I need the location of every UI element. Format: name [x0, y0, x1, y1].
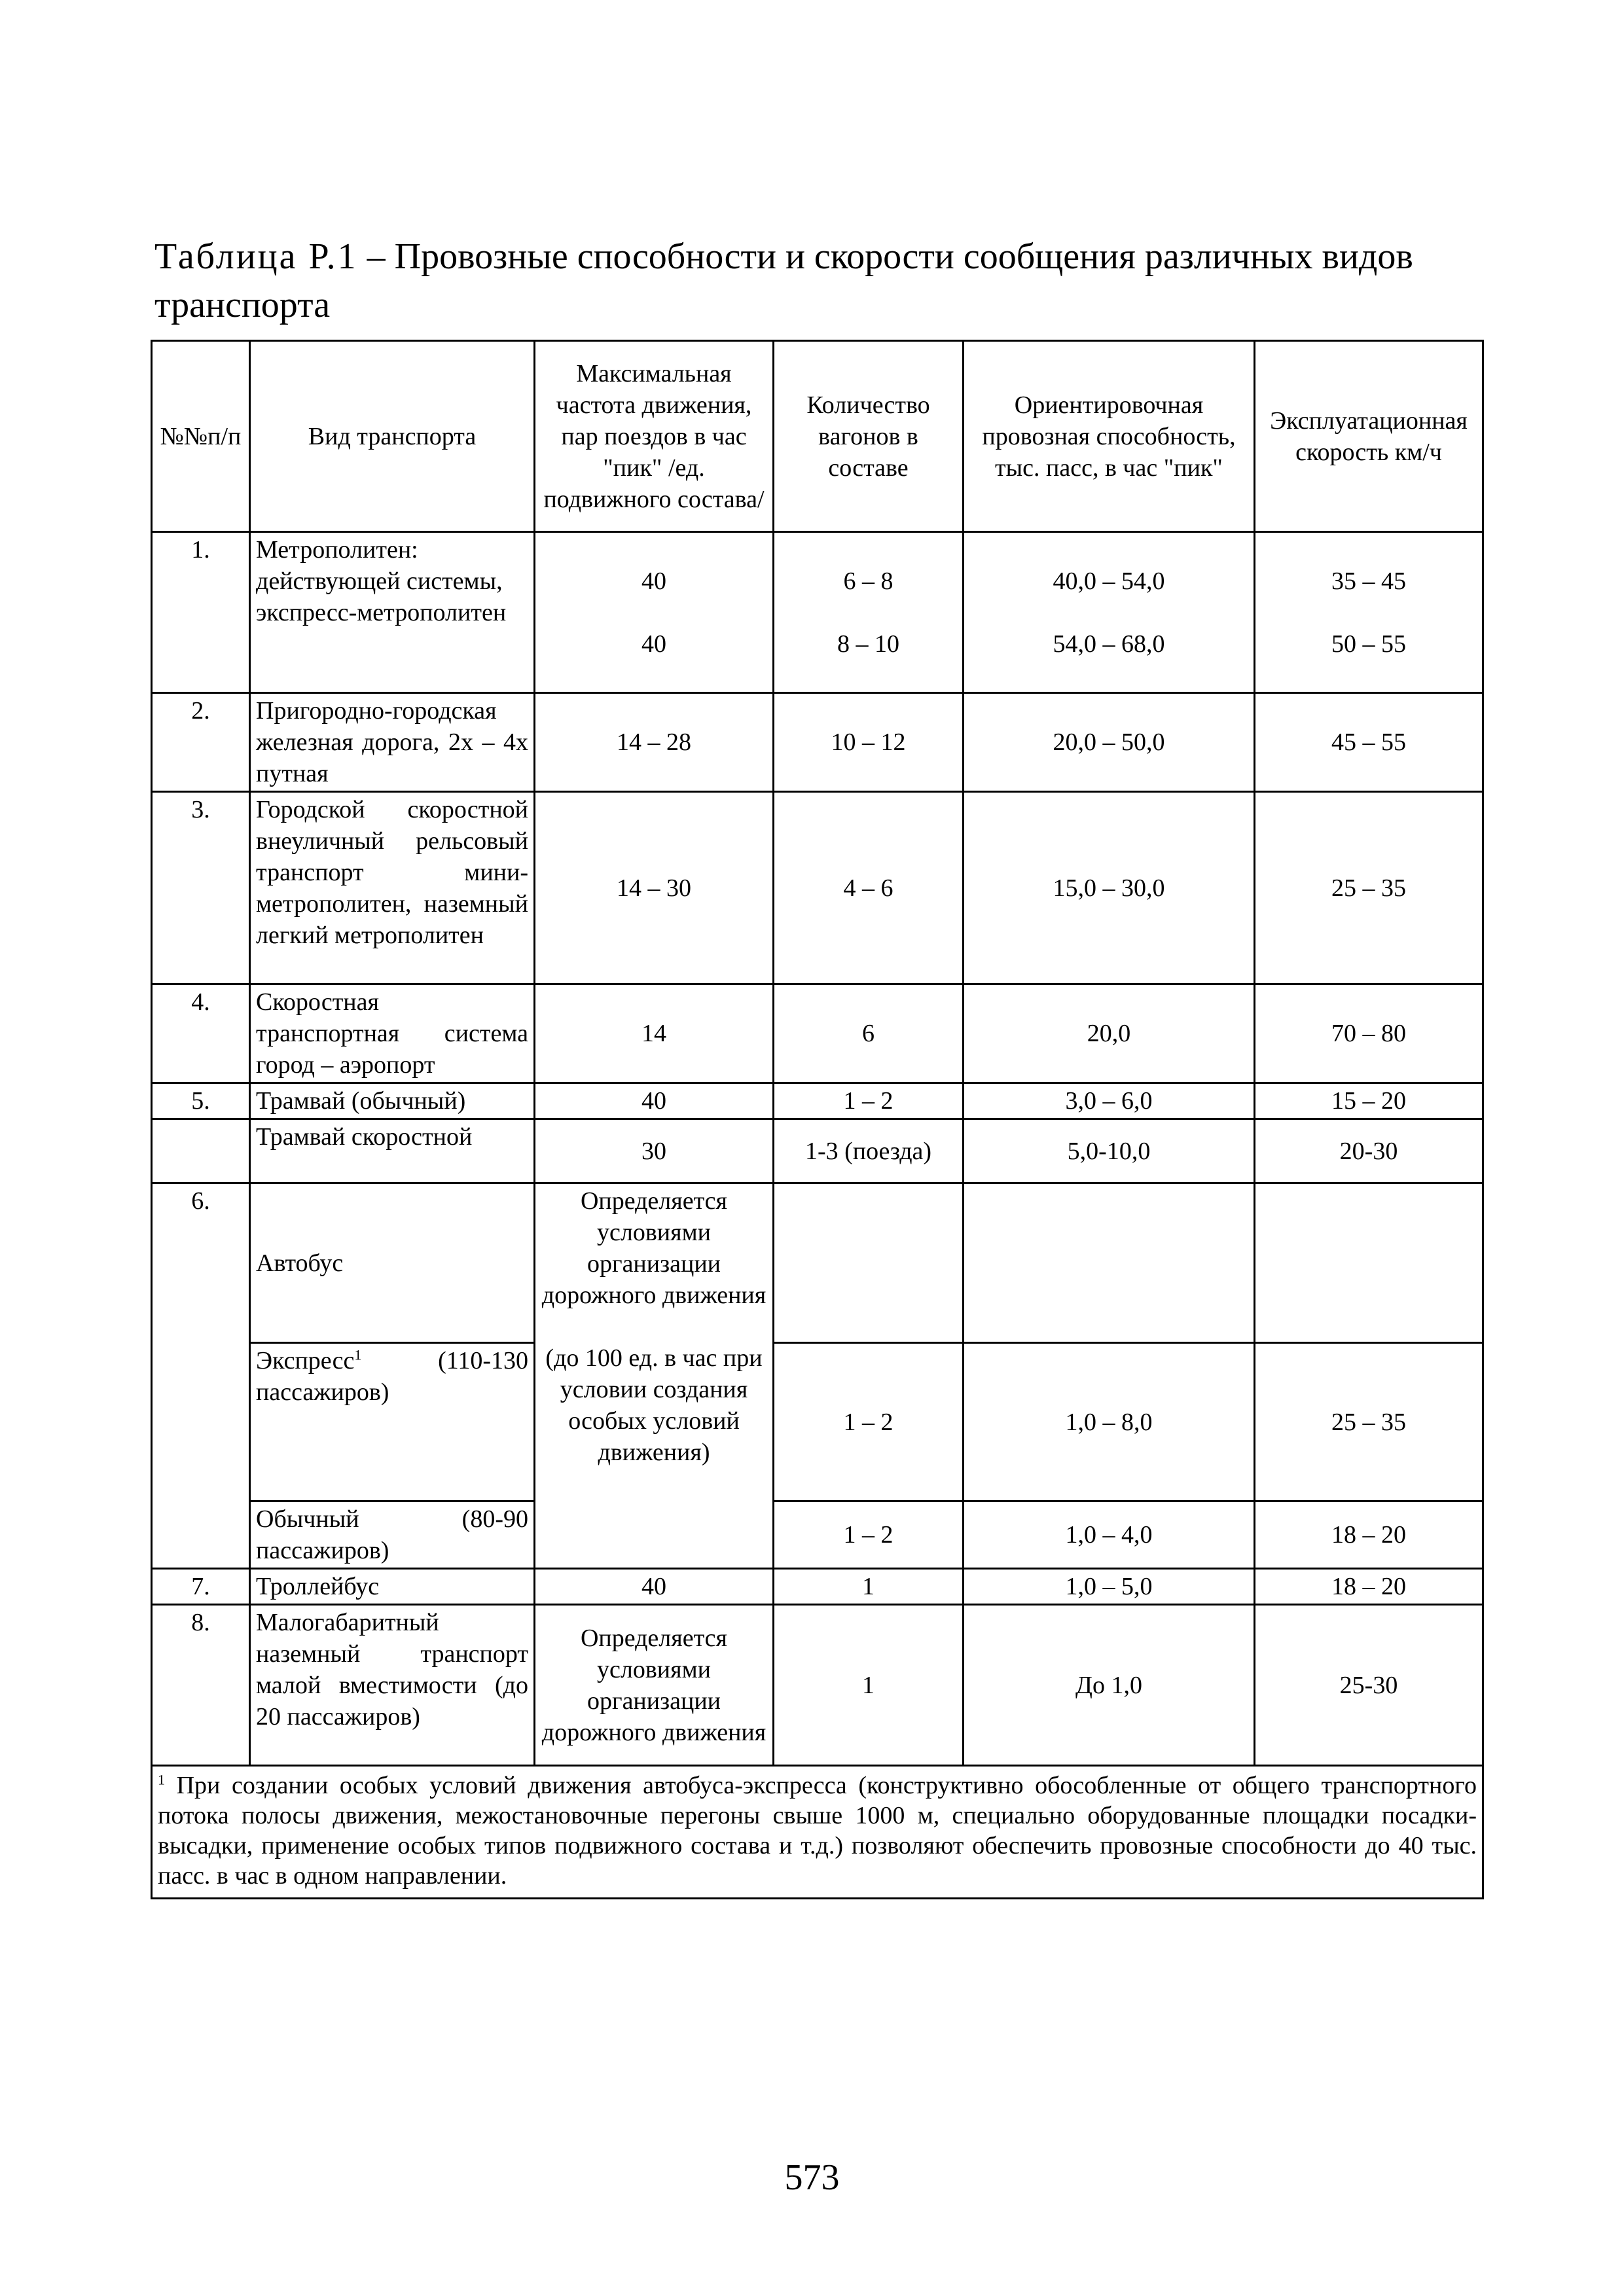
header-freq: Максимальная частота движения, пар поездов в час "пик" /ед. подвижного состава/: [535, 341, 774, 532]
row-num: 8.: [152, 1605, 250, 1766]
row-num: 1.: [152, 532, 250, 693]
row-speed: 15 – 20: [1255, 1083, 1483, 1119]
row-speed: 45 – 55: [1255, 693, 1483, 792]
row-vid: Малогабаритный наземный транспорт малой вместимости (до 20 пассажиров): [250, 1605, 535, 1766]
table-row: [152, 1119, 1483, 1183]
table-row: [152, 1501, 1483, 1569]
row-num: 3.: [152, 792, 250, 984]
row-wagons: 1 – 2: [774, 1501, 964, 1569]
row-freq: 14 – 28: [535, 693, 774, 792]
row-capacity: [964, 1183, 1255, 1343]
row-wagons: 1 – 2: [774, 1083, 964, 1119]
row-capacity: 15,0 – 30,0: [964, 792, 1255, 984]
table-row: [152, 1605, 1483, 1766]
row-freq: 30: [535, 1119, 774, 1183]
row-vid: Метрополитен: действующей системы, экспресс-метрополитен: [250, 532, 535, 693]
table-title: [154, 232, 1483, 329]
header-wagons: Количество вагонов в составе: [774, 341, 964, 532]
row-speed: 25 – 35: [1255, 792, 1483, 984]
row-wagons: 1-3 (поезда): [774, 1119, 964, 1183]
row-num: 6.: [152, 1183, 250, 1569]
row-speed: [1255, 532, 1483, 693]
footnote-text: При создании особых условий движения автобуса-экспресса (конструктивно обособленные от общего транспортного потока полосы движения, межостановочные перегоны свыше 1000 м, специально оборудованные площадки посадки-высадки, применение особых типов подвижного состава и т.д.) позволяют обеспечить провозные способности до 40 тыс. пасс. в час в одном направлении.: [158, 1772, 1477, 1890]
table-row: [152, 1083, 1483, 1119]
row-wagons: 6: [774, 984, 964, 1083]
row-wagons: [774, 1183, 964, 1343]
row-freq: 14: [535, 984, 774, 1083]
row-capacity: 1,0 – 5,0: [964, 1569, 1255, 1605]
row-vid: Трамвай (обычный): [250, 1083, 535, 1119]
row-wagons: 1: [774, 1605, 964, 1766]
table-row: [152, 1569, 1483, 1605]
row-wagons: 4 – 6: [774, 792, 964, 984]
transport-table: [151, 340, 1484, 1899]
row-capacity: 1,0 – 4,0: [964, 1501, 1255, 1569]
row-num: 2.: [152, 693, 250, 792]
cell-line: 40,0 – 54,0: [1053, 567, 1165, 595]
row-capacity: [964, 532, 1255, 693]
row-capacity: 20,0 – 50,0: [964, 693, 1255, 792]
row-freq: 40: [535, 1569, 774, 1605]
express-note: (110-130 пассажиров): [256, 1347, 528, 1406]
row-wagons: 10 – 12: [774, 693, 964, 792]
header-num: №№п/п: [152, 341, 250, 532]
footnote-row: [152, 1766, 1483, 1899]
cell-line: (до 100 ед. в час при условии создания особых условий движения): [545, 1344, 763, 1466]
row-num: 4.: [152, 984, 250, 1083]
row-freq: 40: [535, 1083, 774, 1119]
row-wagons: [774, 532, 964, 693]
row-freq: [535, 532, 774, 693]
header-row: [152, 341, 1483, 532]
row-speed: 18 – 20: [1255, 1569, 1483, 1605]
page-number: 573: [784, 2157, 840, 2198]
table-row: [152, 532, 1483, 693]
row-freq: Определяется условиями организации дорожного движения: [535, 1605, 774, 1766]
row-speed: 18 – 20: [1255, 1501, 1483, 1569]
table-row: [152, 693, 1483, 792]
cell-line: 35 – 45: [1331, 567, 1406, 595]
table-row: [152, 1343, 1483, 1501]
footnote: [152, 1766, 1483, 1899]
row-speed: 25 – 35: [1255, 1343, 1483, 1501]
row-speed: 70 – 80: [1255, 984, 1483, 1083]
row-speed: 25-30: [1255, 1605, 1483, 1766]
row-vid-bus: Автобус: [250, 1183, 535, 1343]
table-row: [152, 984, 1483, 1083]
row-capacity: 3,0 – 6,0: [964, 1083, 1255, 1119]
row-capacity: 1,0 – 8,0: [964, 1343, 1255, 1501]
header-capacity: Ориентировочная провозная способность, тыс. пасс, в час "пик": [964, 341, 1255, 532]
cell-line: 40: [641, 630, 666, 658]
table-label: Таблица Р.1: [154, 236, 358, 277]
row-capacity: До 1,0: [964, 1605, 1255, 1766]
cell-line: 54,0 – 68,0: [1053, 630, 1165, 658]
row-num: 7.: [152, 1569, 250, 1605]
table-caption: – Провозные способности и скорости сообщения различных видов транспорта: [154, 236, 1413, 325]
table-row: [152, 792, 1483, 984]
row-vid-regular: Обычный (80-90 пассажиров): [250, 1501, 535, 1569]
row-num: 5.: [152, 1083, 250, 1119]
row-freq: 14 – 30: [535, 792, 774, 984]
row-vid: Трамвай скоростной: [250, 1119, 535, 1183]
header-speed: Эксплуатационная скорость км/ч: [1255, 341, 1483, 532]
cell-line: 6 – 8: [843, 567, 893, 595]
footnote-ref: 1: [354, 1346, 362, 1363]
footnote-mark: 1: [158, 1771, 165, 1788]
row-vid: Пригородно-городская железная дорога, 2х – 4х путная: [250, 693, 535, 792]
row-wagons: 1: [774, 1569, 964, 1605]
row-num: [152, 1119, 250, 1183]
express-label: Экспресс: [256, 1347, 355, 1374]
row-speed: 20-30: [1255, 1119, 1483, 1183]
cell-line: 40: [641, 567, 666, 595]
row-capacity: 20,0: [964, 984, 1255, 1083]
row-wagons: 1 – 2: [774, 1343, 964, 1501]
row-vid: Городской скоростной внеуличный рельсовый транспорт мини-метрополитен, наземный легкий метрополитен: [250, 792, 535, 984]
row-capacity: 5,0-10,0: [964, 1119, 1255, 1183]
row-vid: Троллейбус: [250, 1569, 535, 1605]
cell-line: Определяется условиями организации дорожного движения: [541, 1187, 767, 1309]
header-vid: Вид транспорта: [250, 341, 535, 532]
cell-line: 50 – 55: [1331, 630, 1406, 658]
row-freq: [535, 1183, 774, 1569]
row-vid-express: [250, 1343, 535, 1501]
table-row: [152, 1183, 1483, 1343]
row-vid: Скоростная транспортная система город – аэропорт: [250, 984, 535, 1083]
cell-line: 8 – 10: [837, 630, 899, 658]
row-speed: [1255, 1183, 1483, 1343]
